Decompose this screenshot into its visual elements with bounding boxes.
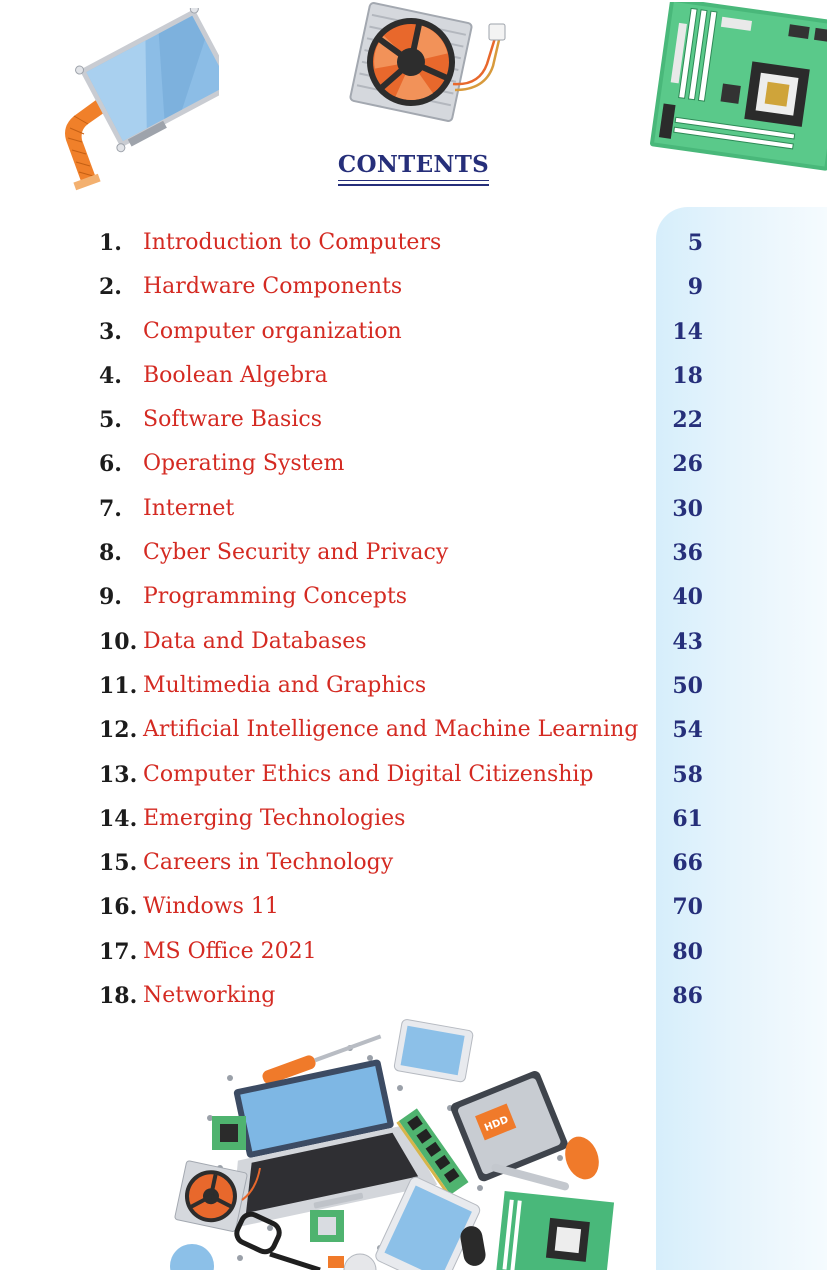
page-number: 61	[672, 805, 703, 832]
chapter-title-link[interactable]: Emerging Technologies	[143, 805, 406, 831]
chapter-title-link[interactable]: Careers in Technology	[143, 850, 394, 876]
toc-row[interactable]	[0, 576, 827, 620]
chapter-number: 4.	[99, 362, 122, 389]
toc-row[interactable]	[0, 222, 827, 266]
page-number: 36	[672, 540, 703, 567]
chapter-title-link[interactable]: Networking	[143, 983, 276, 1009]
chapter-title-link[interactable]: Software Basics	[143, 407, 322, 433]
chapter-number: 18.	[99, 983, 138, 1010]
toc-row[interactable]	[0, 842, 827, 886]
chapter-title-link[interactable]: Hardware Components	[143, 274, 403, 300]
page-number: 22	[672, 407, 703, 434]
chapter-number: 16.	[99, 894, 138, 921]
toc-row[interactable]	[0, 266, 827, 310]
page-number: 86	[672, 983, 703, 1010]
chapter-title-link[interactable]: Cyber Security and Privacy	[143, 540, 449, 566]
chapter-title-link[interactable]: Introduction to Computers	[143, 230, 442, 255]
toc-row[interactable]	[0, 798, 827, 842]
toc-row[interactable]	[0, 311, 827, 355]
page-number: 5	[687, 230, 703, 256]
chapter-title-link[interactable]: MS Office 2021	[143, 938, 317, 964]
toc-row[interactable]	[0, 665, 827, 709]
chapter-number: 3.	[99, 318, 122, 345]
toc-row[interactable]	[0, 355, 827, 399]
chapter-title-link[interactable]: Computer organization	[143, 318, 402, 344]
toc-row[interactable]	[0, 532, 827, 576]
toc-row[interactable]	[0, 443, 827, 487]
page-number: 18	[672, 362, 703, 389]
toc-row[interactable]	[0, 709, 827, 753]
toc-row[interactable]	[0, 488, 827, 532]
toc-row[interactable]	[0, 886, 827, 930]
page-number: 80	[672, 938, 703, 965]
chapter-number: 8.	[99, 540, 122, 567]
chapter-number: 11.	[99, 672, 138, 699]
chapter-number: 7.	[99, 495, 122, 522]
toc-row[interactable]	[0, 975, 827, 1019]
cpu-fan-icon	[349, 2, 515, 124]
chapter-title-link[interactable]: Artificial Intelligence and Machine Learning	[143, 717, 639, 743]
page-number: 26	[672, 451, 703, 478]
chapter-number: 17.	[99, 938, 138, 965]
chapter-number: 2.	[99, 274, 122, 301]
page-number: 66	[672, 850, 703, 877]
chapter-title-link[interactable]: Windows 11	[143, 894, 279, 920]
chapter-number: 10.	[99, 628, 138, 655]
chapter-number: 5.	[99, 407, 122, 434]
page-number: 43	[672, 628, 703, 655]
page-number: 50	[672, 672, 703, 699]
chapter-title-link[interactable]: Programming Concepts	[143, 584, 408, 610]
chapter-number: 15.	[99, 850, 138, 877]
table-of-contents	[0, 222, 827, 1019]
page-number: 14	[672, 318, 703, 345]
toc-row[interactable]	[0, 399, 827, 443]
page-number: 54	[672, 717, 703, 744]
chapter-title-link[interactable]: Internet	[143, 495, 235, 521]
page-number: 30	[672, 495, 703, 522]
chapter-number: 6.	[99, 451, 122, 478]
chapter-title-link[interactable]: Boolean Algebra	[143, 362, 328, 388]
chapter-number: 13.	[99, 761, 138, 788]
hardware-collage-icon	[150, 1018, 620, 1270]
chapter-number: 12.	[99, 717, 138, 744]
toc-row[interactable]	[0, 621, 827, 665]
chapter-number: 14.	[99, 805, 138, 832]
page-number: 40	[672, 584, 703, 611]
page-number: 58	[672, 761, 703, 788]
chapter-title-link[interactable]: Data and Databases	[143, 628, 367, 654]
toc-row[interactable]	[0, 754, 827, 798]
contents-heading: CONTENTS	[338, 151, 489, 186]
chapter-title-link[interactable]: Operating System	[143, 451, 345, 477]
chapter-title-link[interactable]: Multimedia and Graphics	[143, 672, 427, 698]
chapter-number: 1.	[99, 230, 122, 256]
chapter-number: 9.	[99, 584, 122, 611]
page-number: 70	[672, 894, 703, 921]
toc-row[interactable]	[0, 931, 827, 975]
chapter-title-link[interactable]: Computer Ethics and Digital Citizenship	[143, 761, 594, 787]
page-number: 9	[687, 274, 703, 301]
hdd-label: HDD	[482, 1114, 511, 1135]
page-title	[0, 151, 827, 186]
